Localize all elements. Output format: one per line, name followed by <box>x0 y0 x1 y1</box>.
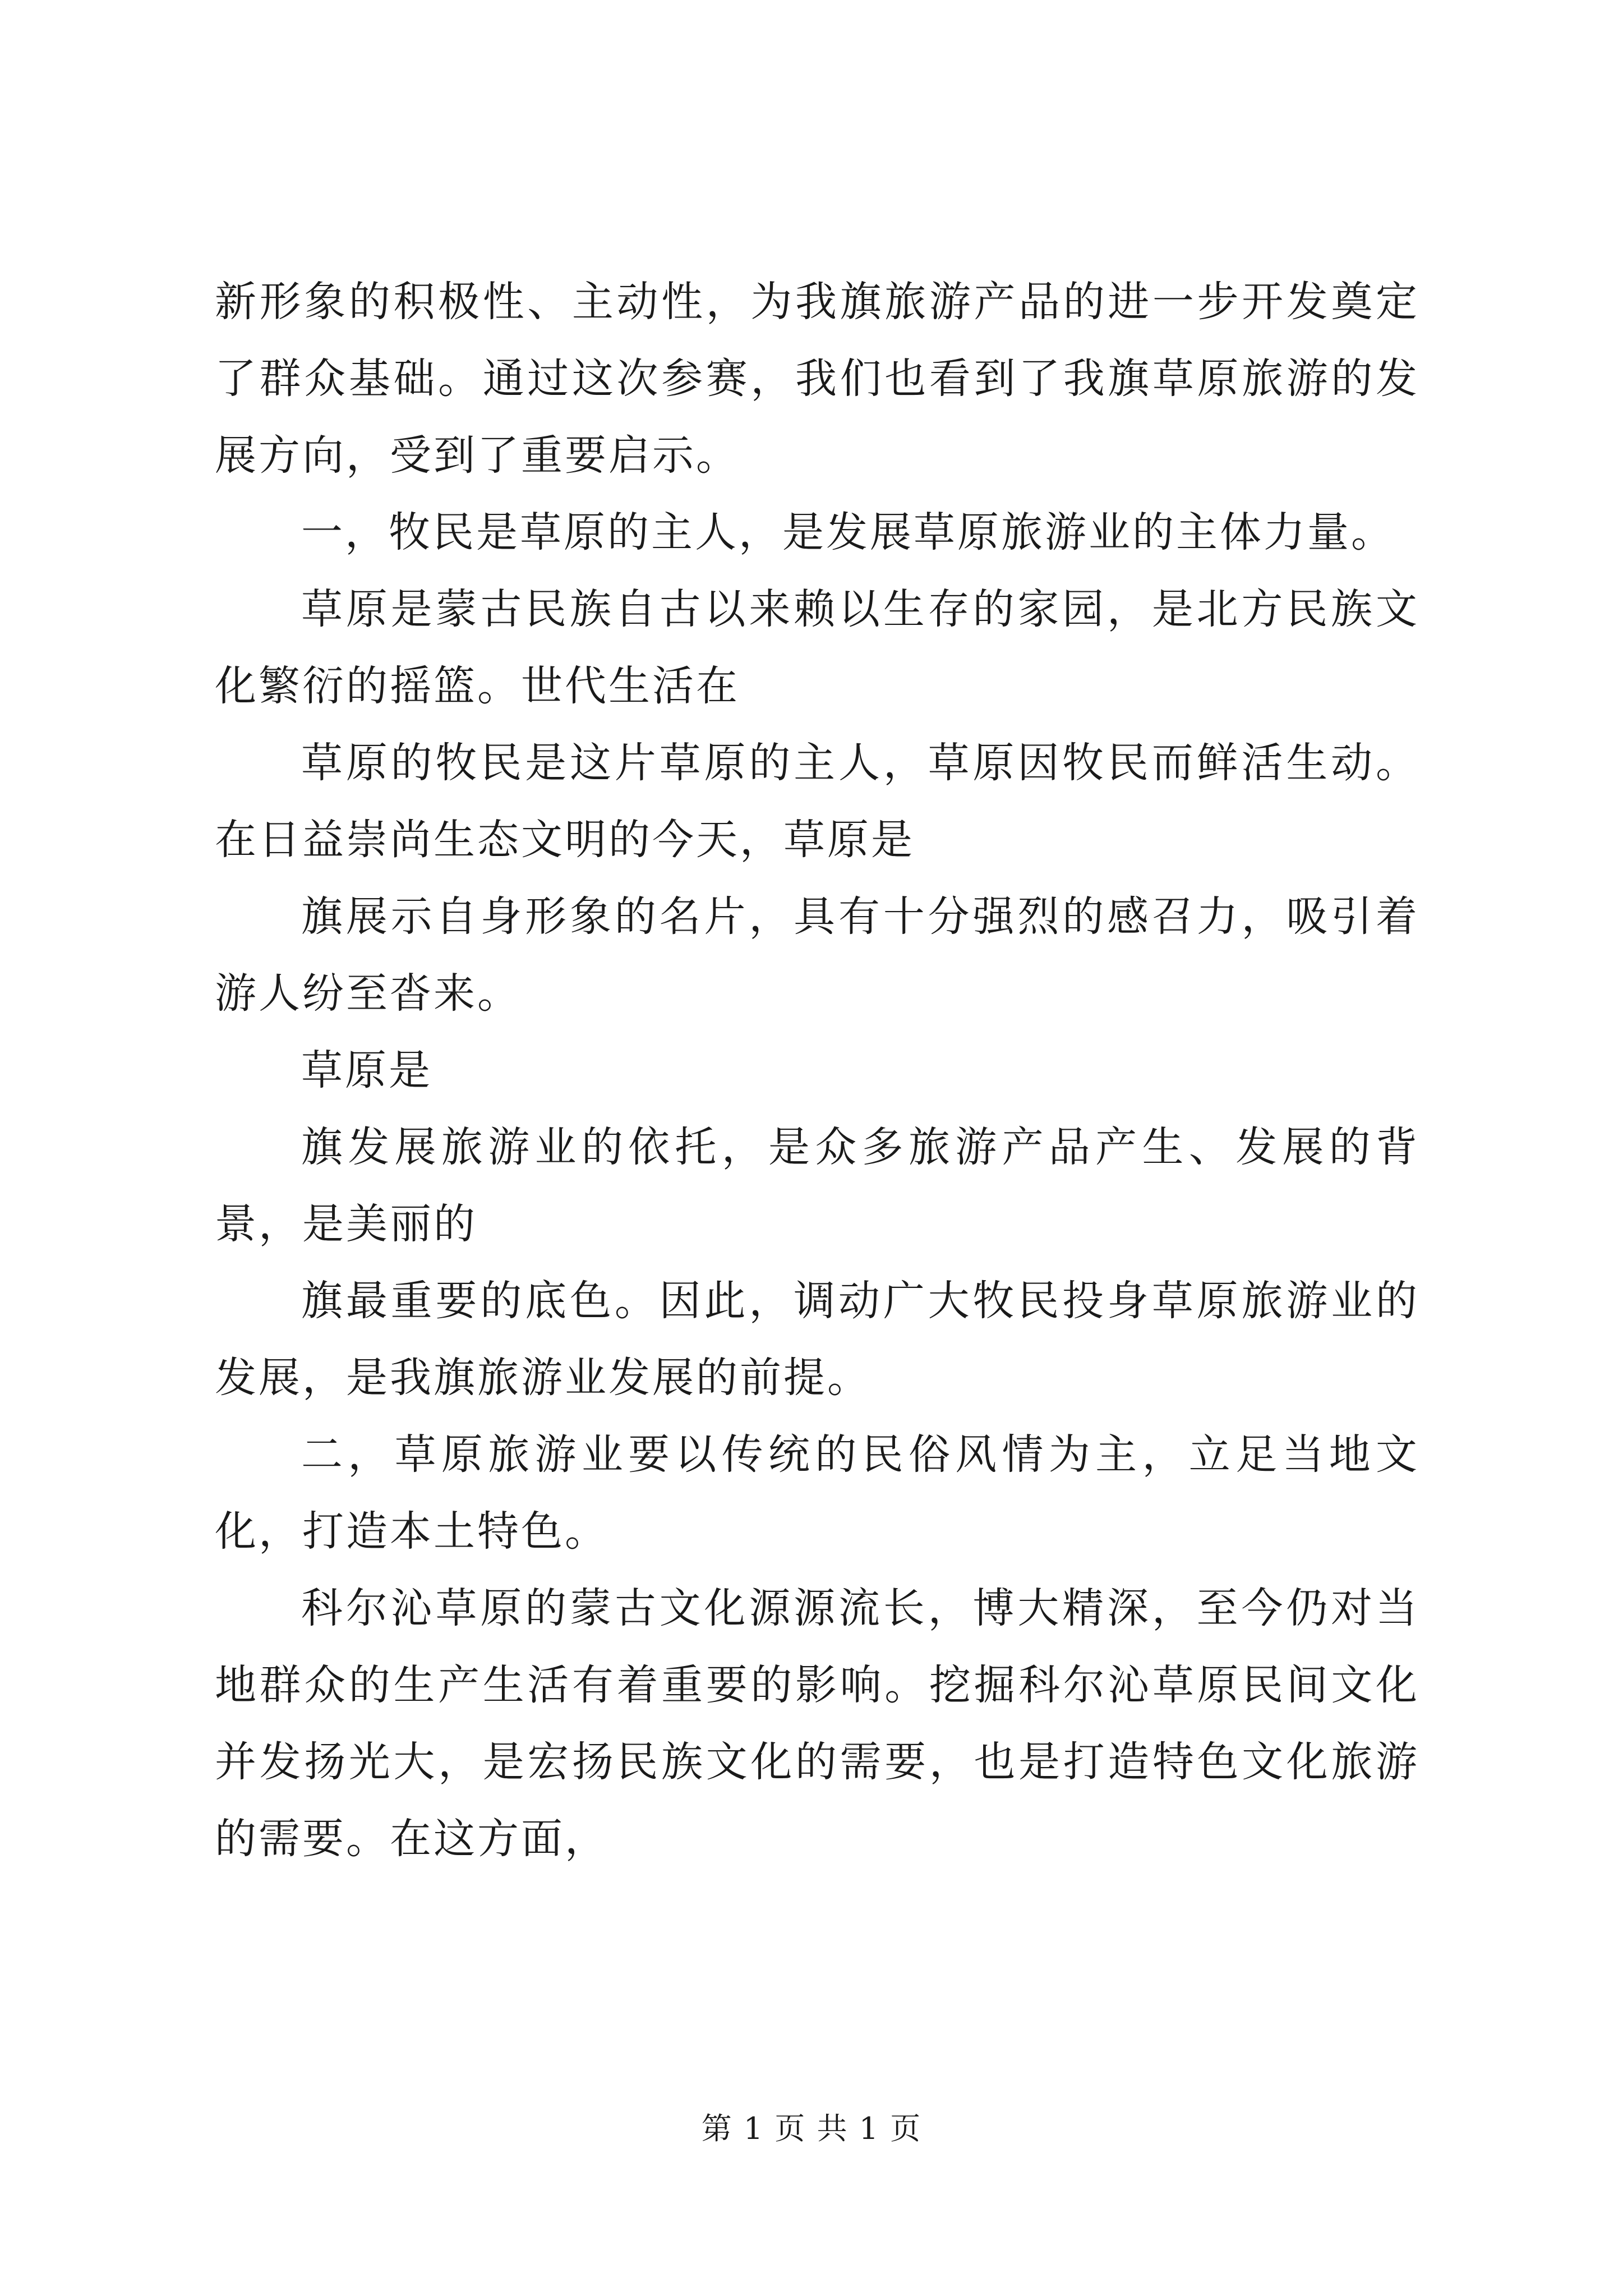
paragraph-3: 草原是蒙古民族自古以来赖以生存的家园，是北方民族文化繁衍的摇篮。世代生活在 <box>215 585 1419 710</box>
paragraph-1: 新形象的积极性、主动性，为我旗旅游产品的进一步开发奠定了群众基础。通过这次参赛，我们也看到了我旗草原旅游的发展方向，受到了重要启示。 <box>215 278 1419 480</box>
document-body <box>215 264 1419 1878</box>
paragraph-2-heading: 一，牧民是草原的主人，是发展草原旅游业的主体力量。 <box>301 508 1395 556</box>
paragraph-6: 草原是 <box>301 1046 432 1094</box>
paragraph-10: 科尔沁草原的蒙古文化源源流长，博大精深，至今仍对当地群众的生产生活有着重要的影响。挖掘科尔沁草原民间文化并发扬光大，是宏扬民族文化的需要，也是打造特色文化旅游的需要。在这方面， <box>215 1584 1419 1863</box>
paragraph-8: 旗最重要的底色。因此，调动广大牧民投身草原旅游业的发展，是我旗旅游业发展的前提。 <box>215 1277 1419 1402</box>
paragraph-7: 旗发展旅游业的依托，是众多旅游产品产生、发展的背景，是美丽的 <box>215 1123 1419 1248</box>
paragraph-5: 旗展示自身形象的名片，具有十分强烈的感召力，吸引着游人纷至沓来。 <box>215 892 1419 1018</box>
paragraph-9-heading: 二，草原旅游业要以传统的民俗风情为主，立足当地文化，打造本土特色。 <box>215 1430 1419 1556</box>
paragraph-4: 草原的牧民是这片草原的主人，草原因牧民而鲜活生动。在日益崇尚生态文明的今天，草原是 <box>215 739 1419 864</box>
page-number-footer: 第 1 页 共 1 页 <box>701 2111 922 2146</box>
